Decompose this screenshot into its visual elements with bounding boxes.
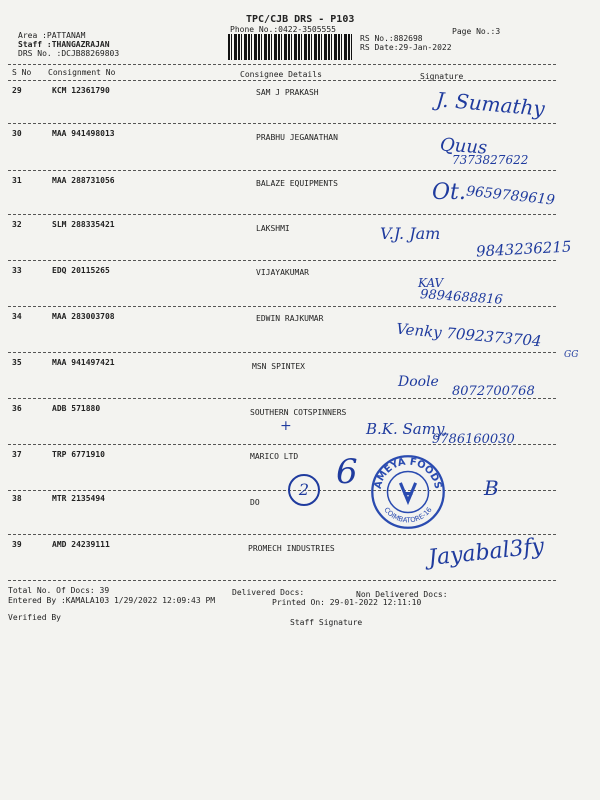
row-consignee: MSN SPINTEX bbox=[252, 362, 305, 371]
rs-number: RS No.:882698 bbox=[360, 34, 423, 43]
total-docs: Total No. Of Docs: 39 bbox=[8, 586, 110, 595]
row-consignment: KCM 12361790 bbox=[52, 86, 110, 95]
delivered-docs: Delivered Docs: bbox=[232, 588, 305, 597]
phone-handwriting: 9659789619 bbox=[465, 183, 556, 209]
signature-handwriting: V.J. Jam bbox=[380, 224, 441, 243]
row-sno: 36 bbox=[12, 404, 22, 413]
row-sno: 39 bbox=[12, 540, 22, 549]
row-consignee: MARICO LTD bbox=[250, 452, 299, 461]
row-consignment: EDQ 20115265 bbox=[52, 266, 110, 275]
row-sno: 31 bbox=[12, 176, 22, 185]
signature-handwriting: B.K. Samy, bbox=[366, 420, 448, 438]
row-sno: 29 bbox=[12, 86, 22, 95]
signature-handwriting: Jayabal3fy bbox=[427, 533, 546, 572]
row-consignment: MTR 2135494 bbox=[52, 494, 105, 503]
row-sno: 38 bbox=[12, 494, 22, 503]
company-stamp bbox=[370, 454, 446, 530]
col-consignment: Consignment No bbox=[48, 68, 116, 77]
col-consignee: Consignee Details bbox=[240, 70, 322, 79]
row-consignment: MAA 283003708 bbox=[52, 312, 115, 321]
row-consignment: AMD 24239111 bbox=[52, 540, 110, 549]
footer-divider bbox=[8, 580, 556, 581]
header-divider-bottom bbox=[8, 80, 556, 81]
non-delivered-docs: Non Delivered Docs: bbox=[356, 590, 448, 599]
signature-handwriting: J. Sumathy bbox=[435, 87, 546, 121]
rs-date: RS Date:29-Jan-2022 bbox=[360, 43, 452, 52]
row-divider bbox=[8, 170, 556, 171]
staff-label: Staff :THANGAZRAJAN bbox=[18, 40, 110, 49]
row-consignee: LAKSHMI bbox=[256, 224, 290, 233]
col-sno: S No bbox=[12, 68, 32, 77]
verified-by: Verified By bbox=[8, 613, 61, 622]
row-sno: 37 bbox=[12, 450, 22, 459]
signature-handwriting: Ot. bbox=[432, 180, 466, 205]
row-divider bbox=[8, 490, 556, 491]
row-consignee: DO bbox=[250, 498, 260, 507]
circled-number: 2 bbox=[288, 474, 320, 506]
header-divider-top bbox=[8, 64, 556, 65]
row-consignee: EDWIN RAJKUMAR bbox=[256, 314, 324, 323]
row-divider bbox=[8, 352, 556, 353]
phone-handwriting: 9894688816 bbox=[419, 287, 504, 308]
row-consignee: PRABHU JEGANATHAN bbox=[256, 133, 338, 142]
row-consignee: SAM J PRAKASH bbox=[256, 88, 319, 97]
signature-handwriting: KAV bbox=[418, 276, 444, 290]
stamp-bottom-text: COIMBATORE-16 bbox=[382, 505, 434, 525]
row-divider bbox=[8, 214, 556, 215]
printed-on: Printed On: 29-01-2022 12:11:10 bbox=[272, 598, 422, 607]
signature-handwriting: Venky 7092373704 bbox=[395, 319, 543, 351]
row-sno: 35 bbox=[12, 358, 22, 367]
row-divider bbox=[8, 123, 556, 124]
row-consignee: PROMECH INDUSTRIES bbox=[248, 544, 335, 553]
page-number: Page No.:3 bbox=[452, 27, 501, 36]
row-consignment: SLM 288335421 bbox=[52, 220, 115, 229]
row-divider bbox=[8, 306, 556, 307]
area-label: Area :PATTANAM bbox=[18, 31, 86, 40]
row-divider bbox=[8, 534, 556, 535]
phone-number: Phone No.:0422-3505555 bbox=[230, 25, 336, 34]
row-divider bbox=[8, 260, 556, 261]
row-divider bbox=[8, 398, 556, 399]
phone-handwriting: 8072700768 bbox=[452, 384, 535, 399]
row-sno: 30 bbox=[12, 129, 22, 138]
row-consignment: MAA 941497421 bbox=[52, 358, 115, 367]
cross-mark: + bbox=[280, 418, 292, 434]
drs-number: DRS No. :DCJB88269803 bbox=[18, 49, 120, 58]
row-divider bbox=[8, 444, 556, 445]
staff-signature: Staff Signature bbox=[290, 618, 363, 627]
barcode bbox=[228, 34, 354, 60]
signature-handwriting-extra: GG bbox=[564, 350, 579, 360]
phone-handwriting: 9843236215 bbox=[475, 237, 572, 261]
row-sno: 34 bbox=[12, 312, 22, 321]
signature-handwriting: Doole bbox=[398, 374, 439, 390]
row-sno: 32 bbox=[12, 220, 22, 229]
stamp-logo-icon bbox=[400, 483, 415, 501]
row-consignment: MAA 288731056 bbox=[52, 176, 115, 185]
stamp-top-text: AMEYA FOODS bbox=[372, 456, 444, 490]
row-consignment: ADB 571880 bbox=[52, 404, 101, 413]
signature-handwriting: Quus bbox=[439, 134, 488, 159]
entered-by: Entered By :KAMALA103 1/29/2022 12:09:43 PM bbox=[8, 596, 216, 605]
row-consignee: SOUTHERN COTSPINNERS bbox=[250, 408, 347, 417]
row-sno: 33 bbox=[12, 266, 22, 275]
row-consignee: BALAZE EQUIPMENTS bbox=[256, 179, 338, 188]
row-consignment: MAA 941498013 bbox=[52, 129, 115, 138]
phone-handwriting: 9786160030 bbox=[432, 432, 515, 447]
signature-handwriting: B bbox=[484, 476, 499, 500]
row-consignment: TRP 6771910 bbox=[52, 450, 105, 459]
scribble-mark: 6 bbox=[336, 452, 358, 492]
sheet-title: TPC/CJB DRS - P103 bbox=[246, 14, 355, 25]
row-consignee: VIJAYAKUMAR bbox=[256, 268, 309, 277]
phone-handwriting: 7373827622 bbox=[452, 153, 529, 167]
col-signature: Signature bbox=[420, 72, 464, 81]
